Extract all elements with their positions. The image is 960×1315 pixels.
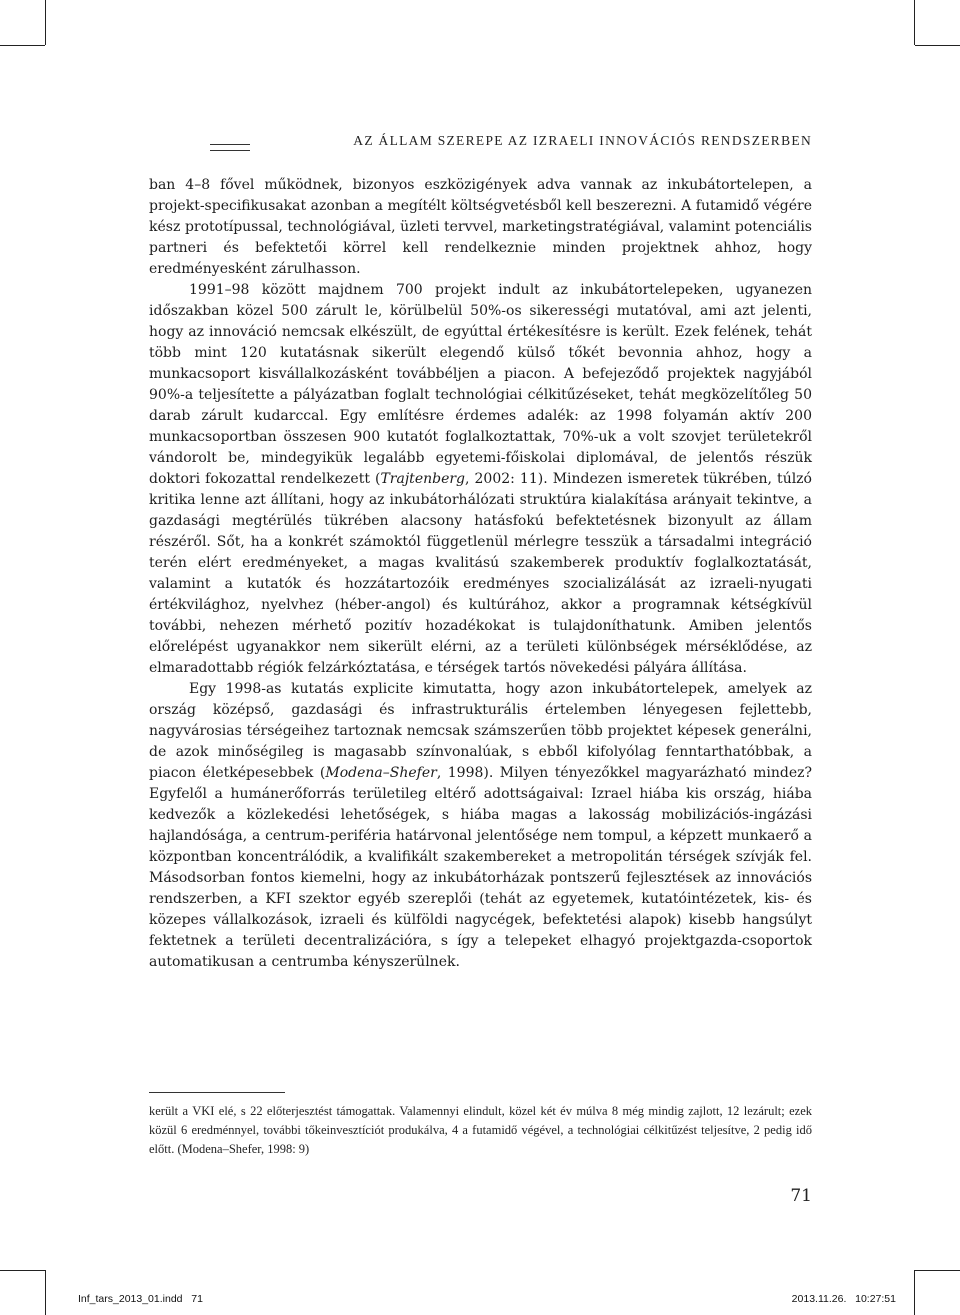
- crop-mark: [914, 1270, 915, 1315]
- crop-mark: [45, 0, 46, 45]
- text-span: , 1998). Milyen tényezőkkel magyarázható mindez? Egyfelől a humánerőforrás területileg eltérő adottságaival: Izrael hiába kis ország, hiába kedvezők a közlekedési lehetőségek, s hiába magas a lakosság mobilizációs-ingázási hajlandósága, a centrum-periféria határvonal jelentősége nem tompul, a képzett munkaerő a központban koncentrálódik, a kvalifikált szakembereket a metropolitán térségek szívják fel. Másodsorban fontos kiemelni, hogy az inkubátorházak pontszerű fejlesztések az innovációs rendszerben, a KFI szektor egyéb szereplői (tehát az egyetemek, kutatóintézetek, kis- és közepes vállalkozások, izraeli és külföldi nagycégek, befektetési alapok) kisebb hangsúlyt fektetnek a területi decentralizációra, s így a telepeket elhagyó projektgazda-csoportok automatikusan a centrumba kényszerülnek.: [149, 765, 812, 970]
- crop-mark: [0, 45, 45, 46]
- header-rule: [210, 144, 250, 151]
- print-slug-timestamp: 2013.11.26. 10:27:51: [791, 1293, 896, 1305]
- text-span: 1991–98 között majdnem 700 projekt indult az inkubátortelepeken, ugyanezen időszakban közel 500 zárult le, körülbelül 50%-os sikerességi mutatóval, ami azt jelenti, hogy az innováció nemcsak elkészült, de egyúttal értékesítésre is került. Ezek felének, tehát több mint 120 kutatásnak sikerült elegendő külső tőkét bevonnia ahhoz, hogy a munkacsoport kisvállalkozásként továbbéljen a piacon. A befejeződő projektek nagyjából 90%-a teljesítette a pályázatban foglalt technológiai célkitűzéseket, tehát megközelítőleg 50 darab zárult kudarccal. Egy említésre érdemes adalék: az 1998 folyamán aktív 200 munkacsoportban összesen 900 kutatót foglalkoztattak, 70%-uk a volt szovjet területekről vándorolt be, mindegyikük legalább egyetemi-főiskolai diplomával, de jelentős részük doktori fokozattal rendelkezett (: [149, 282, 812, 487]
- paragraph: [149, 679, 812, 973]
- footnote: került a VKI elé, s 22 előterjesztést támogattak. Valamennyi elindult, közel két év múlva 8 még mindig zajlott, 12 lezárult; ezek közül 6 eredménnyel, további tőkeinvesztíciót produkálva, 4 a futamidő végével, a technológiai célkitűzést teljesítve, 2 pedig idő előtt. (Modena–Shefer, 1998: 9): [149, 1104, 812, 1156]
- citation-author: Trajtenberg: [380, 471, 466, 487]
- crop-mark: [915, 45, 960, 46]
- crop-mark: [45, 1270, 46, 1315]
- citation-author: Modena–Shefer: [325, 765, 437, 781]
- paragraph: ban 4–8 fővel működnek, bizonyos eszközigények adva vannak az inkubátortelepen, a projekt-specifikusakat azonban a megítélt költségvetésből kell beszerezni. A futamidő végére kész prototípussal, technológiával, üzleti tervvel, marketingstratégiával, valamint potenciális partneri és befektetői körrel kell rendelkeznie minden projektnek ahhoz, hogy eredményesként zárulhasson.: [149, 177, 812, 277]
- print-slug-file: Inf_tars_2013_01.indd 71: [78, 1293, 203, 1305]
- crop-mark: [915, 1270, 960, 1271]
- running-head: AZ ÁLLAM SZEREPE AZ IZRAELI INNOVÁCIÓS RENDSZERBEN: [353, 133, 812, 148]
- paragraph: [149, 280, 812, 679]
- crop-mark: [914, 0, 915, 45]
- text-span: , 2002: 11). Mindezen ismeretek tükrében, túlzó kritika lenne azt állítani, hogy az inkubátorhálózati struktúra kialakítása arányait tekintve, a gazdasági megtérülés tükrében alacsony hatásfokú befektetésnek bizonyult az állam részéről. Sőt, ha a konkrét számoktól függetlenül mérlegre tesszük a társadalmi integráció terén elért eredményeket, a magas kvalitású szakemberek produktív foglalkoztatását, valamint a kutatók és hozzátartozóik eredményes szocializálását az izraeli-nyugati értékvilághoz, nyelvhez (héber-angol) és kultúrához, akkor a programnak kétségkívül további, nehezen mérhető pozitív hozadékokat is tulajdoníthatunk. Amiben jelentős előrelépést ugyanakkor nem sikerült elérni, az a területi különbségek mérséklődése, az elmaradottabb régiók felzárkóztatása, e térségek tartós növekedési pályára állítása.: [149, 471, 812, 676]
- body-text: [149, 175, 812, 973]
- footnote-rule: [149, 1092, 285, 1093]
- crop-mark: [0, 1270, 45, 1271]
- text-span: Egy 1998-as kutatás explicite kimutatta, hogy azon inkubátortelepek, amelyek az ország középső, gazdasági és infrastrukturális értelemben lényegesen fejlettebb, nagyvárosias térségeihez tartoznak nemcsak számszerűen több projektet képesek generálni, de azok minőségileg is magasabb színvonalúak, s ebből kifolyólag fenntarthatóbbak, a piacon életképesebbek (: [149, 681, 812, 781]
- page-number: 71: [790, 1186, 812, 1206]
